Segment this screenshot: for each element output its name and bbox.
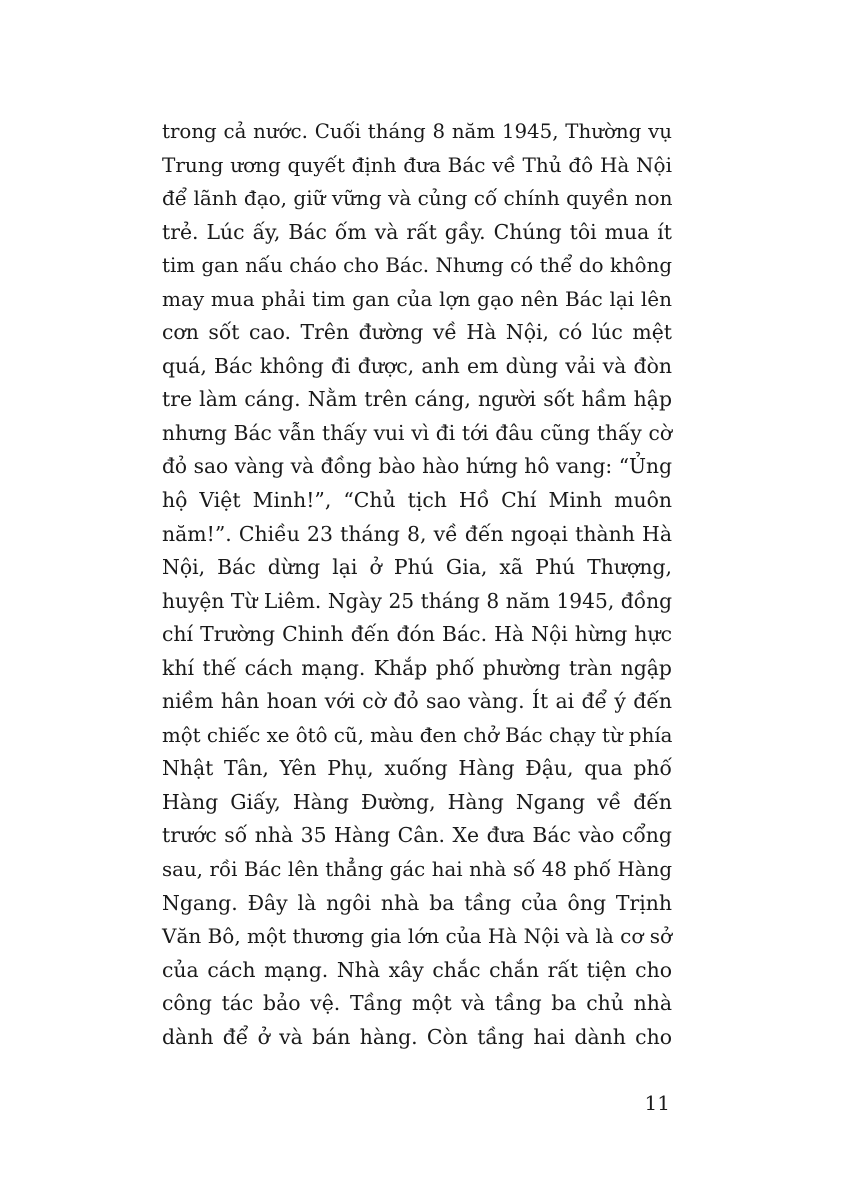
text-line: Nhật Tân, Yên Phụ, xuống Hàng Đậu, qua phố bbox=[162, 756, 672, 781]
text-line: dành để ở và bán hàng. Còn tầng hai dành cho bbox=[162, 1024, 672, 1049]
text-line: huyện Từ Liêm. Ngày 25 tháng 8 năm 1945, đồng bbox=[162, 588, 672, 613]
text-line: quá, Bác không đi được, anh em dùng vải và đòn bbox=[162, 353, 672, 378]
text-line: đỏ sao vàng và đồng bào hào hứng hô vang: “Ủng bbox=[162, 454, 672, 479]
text-line: tim gan nấu cháo cho Bác. Nhưng có thể do không bbox=[162, 254, 672, 278]
text-line: nhưng Bác vẫn thấy vui vì đi tới đâu cũng thấy cờ bbox=[162, 420, 672, 445]
body-text bbox=[162, 115, 672, 1054]
text-line: cơn sốt cao. Trên đường về Hà Nội, có lúc mệt bbox=[162, 320, 672, 345]
text-line: sau, rồi Bác lên thẳng gác hai nhà số 48 phố Hàng bbox=[162, 858, 672, 882]
text-line: công tác bảo vệ. Tầng một và tầng ba chủ nhà bbox=[162, 991, 672, 1016]
text-line: trẻ. Lúc ấy, Bác ốm và rất gầy. Chúng tôi mua ít bbox=[162, 219, 672, 244]
text-line: tre làm cáng. Nằm trên cáng, người sốt hầm hập bbox=[162, 387, 672, 412]
text-line: niềm hân hoan với cờ đỏ sao vàng. Ít ai để ý đến bbox=[162, 689, 672, 714]
text-line: Hàng Giấy, Hàng Đường, Hàng Ngang về đến bbox=[162, 789, 672, 814]
text-line: trước số nhà 35 Hàng Cân. Xe đưa Bác vào cổng bbox=[162, 823, 672, 848]
text-line: Ngang. Đây là ngôi nhà ba tầng của ông Trịnh bbox=[162, 890, 672, 915]
text-line: để lãnh đạo, giữ vững và củng cố chính quyền non bbox=[162, 186, 673, 211]
text-line: chí Trường Chinh đến đón Bác. Hà Nội hừng hực bbox=[162, 622, 672, 647]
page-number: 11 bbox=[644, 1091, 670, 1115]
text-line: Văn Bô, một thương gia lớn của Hà Nội và là cơ sở bbox=[162, 924, 673, 949]
text-line: Nội, Bác dừng lại ở Phú Gia, xã Phú Thượng, bbox=[162, 555, 672, 580]
text-line: hộ Việt Minh!”, “Chủ tịch Hồ Chí Minh muôn bbox=[162, 488, 672, 513]
text-line: của cách mạng. Nhà xây chắc chắn rất tiện cho bbox=[162, 957, 672, 982]
text-line: khí thế cách mạng. Khắp phố phường tràn ngập bbox=[162, 655, 672, 680]
text-line: một chiếc xe ôtô cũ, màu đen chở Bác chạy từ phía bbox=[162, 723, 673, 747]
text-line: Trung ương quyết định đưa Bác về Thủ đô Hà Nội bbox=[162, 152, 672, 177]
text-line: trong cả nước. Cuối tháng 8 năm 1945, Thường vụ bbox=[162, 120, 672, 143]
text-line: năm!”. Chiều 23 tháng 8, về đến ngoại thành Hà bbox=[162, 521, 672, 546]
text-line: may mua phải tim gan của lợn gạo nên Bác lại lên bbox=[162, 286, 672, 311]
